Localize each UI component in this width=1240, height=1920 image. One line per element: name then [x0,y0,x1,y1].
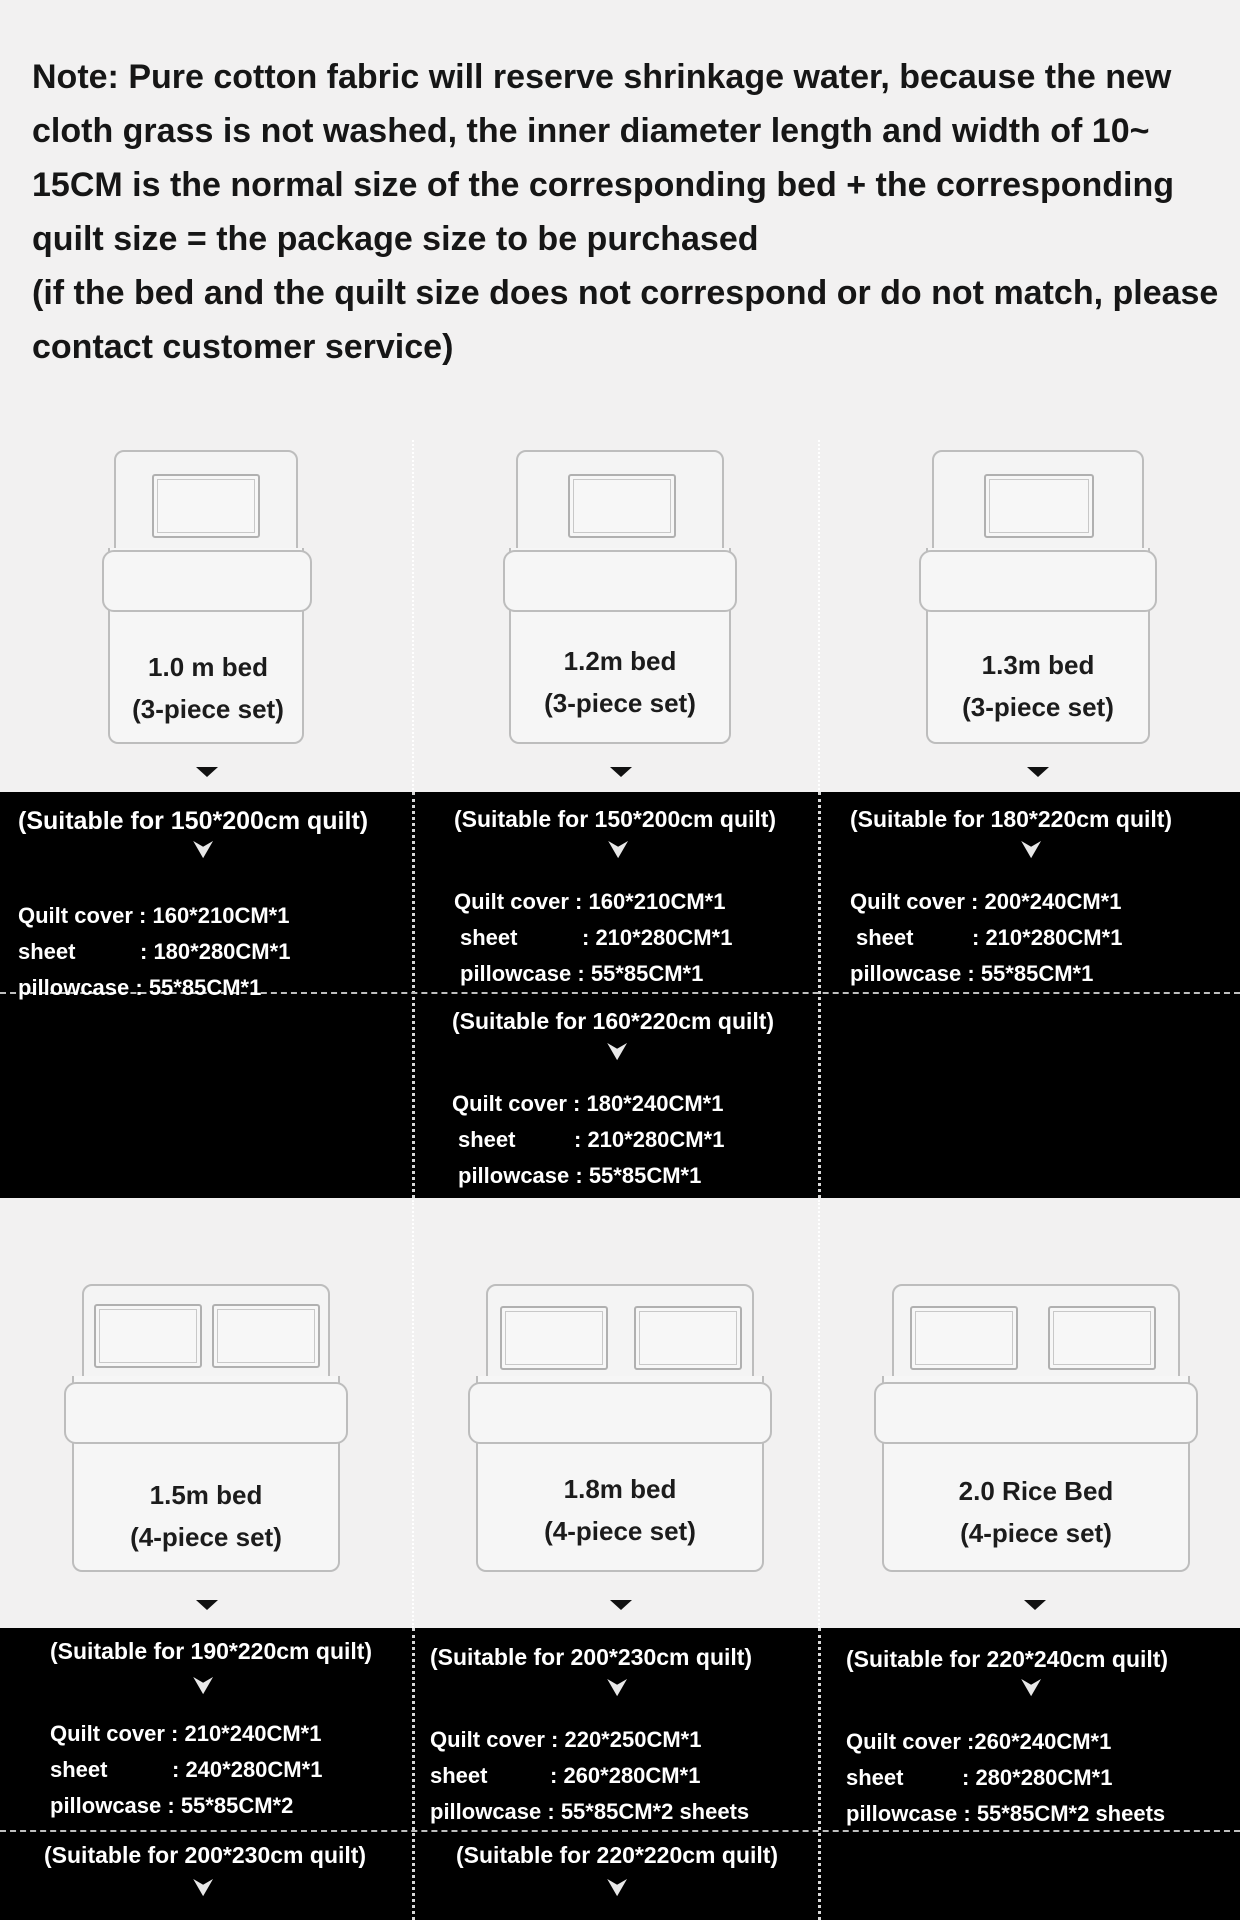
double-chevron-down-icon: ⮟ [1022,1675,1041,1700]
column-divider [412,1628,415,1920]
bed-set-label: (3-piece set) [962,692,1114,722]
quilt-cover-spec: Quilt cover : 180*240CM*1 [452,1091,724,1116]
arrow-down-icon [196,767,218,777]
sheet-label: sheet [430,1763,488,1788]
quilt-cover-spec: Quilt cover : 160*210CM*1 [454,889,726,914]
pillow-icon [152,474,260,538]
sheet-spec: : 210*280CM*1 [972,925,1123,950]
quilt-fit-label: (Suitable for 200*230cm quilt) [44,1842,367,1868]
column-divider [412,792,415,1198]
arrow-down-icon [196,1600,218,1610]
bed-illustration-1-0m [106,450,310,750]
bed-set-label: (4-piece set) [960,1518,1112,1548]
double-chevron-down-icon: ⮟ [194,1673,213,1698]
pillowcase-spec: pillowcase : 55*85CM*2 sheets [846,1801,1166,1826]
top-bed-row [0,440,1240,790]
pillow-icon [634,1306,742,1370]
column-divider [818,1200,820,1628]
column-divider [818,440,820,790]
pillow-icon [212,1304,320,1368]
sheet-spec: : 210*280CM*1 [574,1127,725,1152]
double-chevron-down-icon: ⮟ [608,1039,627,1064]
bed-set-label: (4-piece set) [544,1516,696,1546]
note-text [32,50,1232,374]
arrow-down-icon [1024,1600,1046,1610]
bed-size-label: 2.0 Rice Bed [958,1476,1114,1506]
bed-size-label: 1.3m bed [981,650,1095,680]
sheet-spec: : 210*280CM*1 [582,925,733,950]
double-chevron-down-icon: ⮟ [194,837,213,862]
sheet-spec: : 260*280CM*1 [550,1763,701,1788]
bed-fold [874,1382,1198,1444]
double-chevron-down-icon: ⮟ [609,837,628,862]
note-line: Note: Pure cotton fabric will reserve shrinkage water, because the new [32,58,1172,96]
sheet-label: sheet [846,1765,904,1790]
bottom-bed-row [0,1200,1240,1628]
sheet-label: sheet [458,1127,516,1152]
column-divider [818,792,821,1198]
bed-fold [503,550,737,612]
arrow-down-icon [610,767,632,777]
column-divider [412,1200,414,1628]
quilt-fit-label: (Suitable for 150*200cm quilt) [18,807,369,835]
spec-cell [846,1644,1236,1824]
bed-fold [468,1382,772,1444]
quilt-cover-spec: Quilt cover : 210*240CM*1 [50,1721,322,1746]
quilt-cover-spec: Quilt cover :260*240CM*1 [846,1729,1112,1754]
bed-fold [919,550,1157,612]
pillow-icon [910,1306,1018,1370]
bed-size-label: 1.5m bed [149,1480,263,1510]
sheet-label: sheet [856,925,914,950]
bed-size-label: 1.0 m bed [148,652,268,682]
spec-cell [454,804,814,984]
quilt-fit-label: (Suitable for 150*200cm quilt) [454,806,777,832]
bed-fold [102,550,312,612]
pillow-icon [984,474,1094,538]
bed-illustration-1-2m [506,450,734,750]
spec-cell [452,1006,812,1186]
arrow-down-icon [610,1600,632,1610]
sheet-label: sheet [460,925,518,950]
double-chevron-down-icon: ⮟ [608,1875,627,1900]
sheet-spec: : 280*280CM*1 [962,1765,1113,1790]
pillowcase-spec: pillowcase : 55*85CM*1 [850,961,1094,986]
spec-cell [430,1642,814,1822]
column-divider [818,1628,821,1920]
bed-illustration-1-8m [472,1284,768,1576]
quilt-fit-label: (Suitable for 180*220cm quilt) [850,806,1173,832]
pillow-icon [500,1306,608,1370]
bed-size-label: 1.8m bed [563,1474,677,1504]
pillowcase-spec: pillowcase : 55*85CM*1 [460,961,704,986]
pillowcase-spec: pillowcase : 55*85CM*1 [18,975,262,1000]
spec-cell [18,806,408,1000]
double-chevron-down-icon: ⮟ [608,1675,627,1700]
spec-cell [850,804,1230,984]
note-line: cloth grass is not washed, the inner diameter length and width of 10~ [32,112,1150,150]
bed-illustration-1-3m [922,450,1154,750]
spec-cell [44,1840,410,1920]
quilt-fit-label: (Suitable for 200*230cm quilt) [430,1644,753,1670]
spec-cell [456,1840,814,1920]
quilt-cover-spec: Quilt cover : 160*210CM*1 [18,903,290,928]
bed-illustration-2-0m [878,1284,1194,1576]
sheet-spec: : 240*280CM*1 [172,1757,323,1782]
double-chevron-down-icon: ⮟ [1022,837,1041,862]
double-chevron-down-icon: ⮟ [194,1875,213,1900]
pillowcase-spec: pillowcase : 55*85CM*1 [458,1163,702,1188]
bed-set-label: (4-piece set) [130,1522,282,1552]
note-line: contact customer service) [32,328,454,366]
note-line: 15CM is the normal size of the corresponding bed + the corresponding [32,166,1175,204]
pillowcase-spec: pillowcase : 55*85CM*2 [50,1793,294,1818]
pillow-icon [1048,1306,1156,1370]
arrow-down-icon [1027,767,1049,777]
column-divider [412,440,414,790]
quilt-cover-spec: Quilt cover : 200*240CM*1 [850,889,1122,914]
pillow-icon [94,1304,202,1368]
sheet-spec: : 180*280CM*1 [140,939,291,964]
quilt-cover-spec: Quilt cover : 220*250CM*1 [430,1727,702,1752]
spec-cell [50,1636,410,1816]
note-line: (if the bed and the quilt size does not correspond or do not match, please [32,274,1219,312]
pillow-icon [568,474,676,538]
bed-set-label: (3-piece set) [132,694,284,724]
quilt-fit-label: (Suitable for 220*240cm quilt) [846,1646,1169,1672]
sheet-label: sheet [18,939,76,964]
bottom-spec-table [0,1628,1240,1920]
note-line: quilt size = the package size to be purchased [32,220,759,258]
quilt-fit-label: (Suitable for 190*220cm quilt) [50,1638,373,1664]
quilt-fit-label: (Suitable for 160*220cm quilt) [452,1008,775,1034]
bed-set-label: (3-piece set) [544,688,696,718]
bed-fold [64,1382,348,1444]
top-spec-table [0,792,1240,1198]
quilt-fit-label: (Suitable for 220*220cm quilt) [456,1842,779,1868]
pillowcase-spec: pillowcase : 55*85CM*2 sheets [430,1799,750,1824]
bed-illustration-1-5m [68,1284,344,1576]
sheet-label: sheet [50,1757,108,1782]
bed-size-label: 1.2m bed [563,646,677,676]
